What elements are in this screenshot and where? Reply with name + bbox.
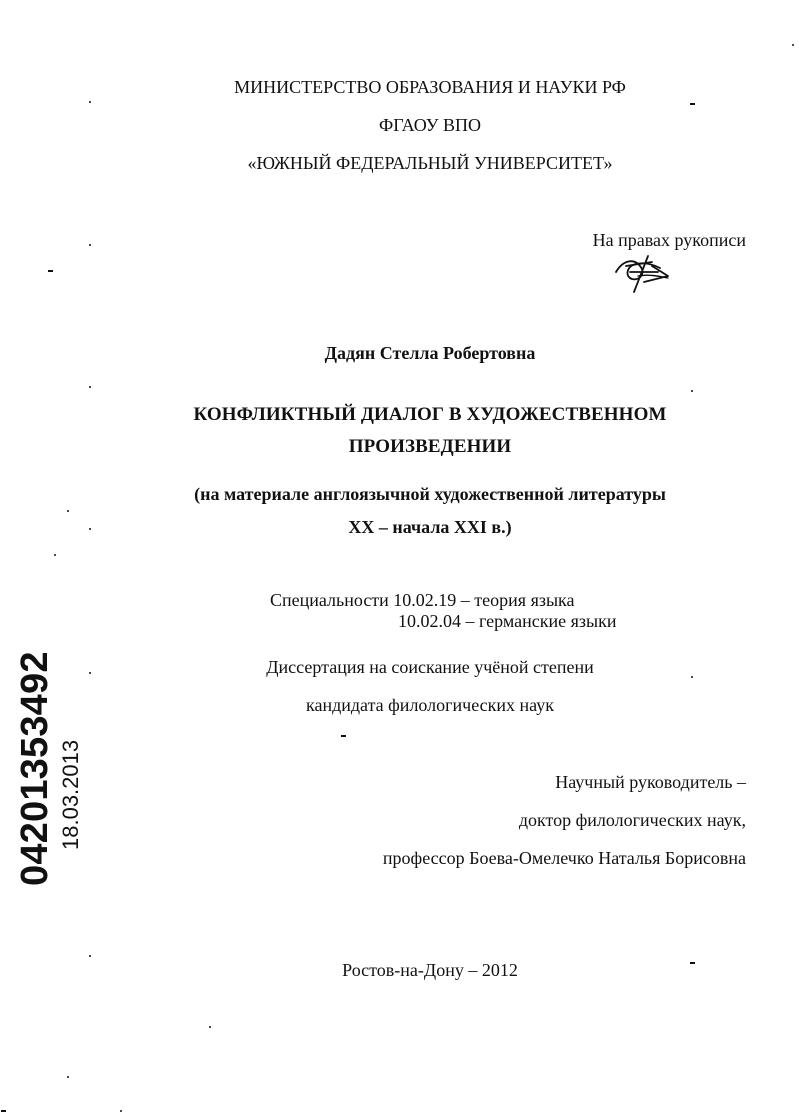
scan-speck — [89, 244, 91, 246]
scan-speck — [209, 1026, 211, 1028]
scan-speck — [691, 390, 693, 392]
specialty-line-1: Специальности 10.02.19 – теория языка — [270, 590, 575, 610]
scan-speck — [89, 955, 91, 957]
scan-speck — [120, 1110, 122, 1112]
scan-speck — [792, 44, 794, 46]
scan-speck — [690, 103, 695, 105]
institution-type: ФГАОУ ВПО — [378, 115, 482, 135]
scan-speck — [691, 676, 693, 678]
degree-line-2: кандидата филологических наук — [306, 695, 554, 715]
thesis-subtitle-line-1: (на материале англоязычной художественной литературы — [194, 484, 666, 504]
catalog-stamp-number: 04201353492 — [14, 651, 56, 886]
scan-speck — [54, 554, 56, 556]
scan-speck — [89, 528, 91, 530]
thesis-subtitle-line-2: XX – начала XXI в.) — [348, 517, 512, 537]
manuscript-rights-note: На правах рукописи — [592, 230, 746, 250]
specialty-line-2: 10.02.04 – германские языки — [398, 611, 617, 631]
thesis-title-line-2: ПРОИЗВЕДЕНИИ — [348, 436, 512, 457]
scan-speck — [89, 672, 91, 674]
scan-speck — [1, 1110, 6, 1112]
university-name: «ЮЖНЫЙ ФЕДЕРАЛЬНЫЙ УНИВЕРСИТЕТ» — [247, 153, 613, 173]
degree-line-1: Диссертация на соискание учёной степени — [266, 657, 594, 677]
signature-mark — [608, 248, 676, 298]
scan-speck — [48, 270, 53, 272]
scan-speck — [67, 510, 69, 512]
catalog-stamp-date: 18.03.2013 — [58, 739, 83, 850]
scan-speck — [67, 1076, 69, 1078]
supervisor-line-1: Научный руководитель – — [555, 772, 746, 792]
scan-speck — [89, 386, 91, 388]
supervisor-line-2: доктор филологических наук, — [518, 810, 746, 830]
ministry-heading: МИНИСТЕРСТВО ОБРАЗОВАНИЯ И НАУКИ РФ — [234, 77, 626, 97]
supervisor-line-3: профессор Боева-Омелечко Наталья Борисовна — [382, 848, 746, 868]
place-and-year: Ростов-на-Дону – 2012 — [342, 960, 518, 980]
author-name: Дадян Стелла Робертовна — [324, 343, 536, 363]
scan-speck — [690, 962, 695, 964]
thesis-title-line-1: КОНФЛИКТНЫЙ ДИАЛОГ В ХУДОЖЕСТВЕННОМ — [193, 404, 667, 425]
scan-speck — [89, 101, 91, 103]
scan-speck — [341, 735, 346, 737]
